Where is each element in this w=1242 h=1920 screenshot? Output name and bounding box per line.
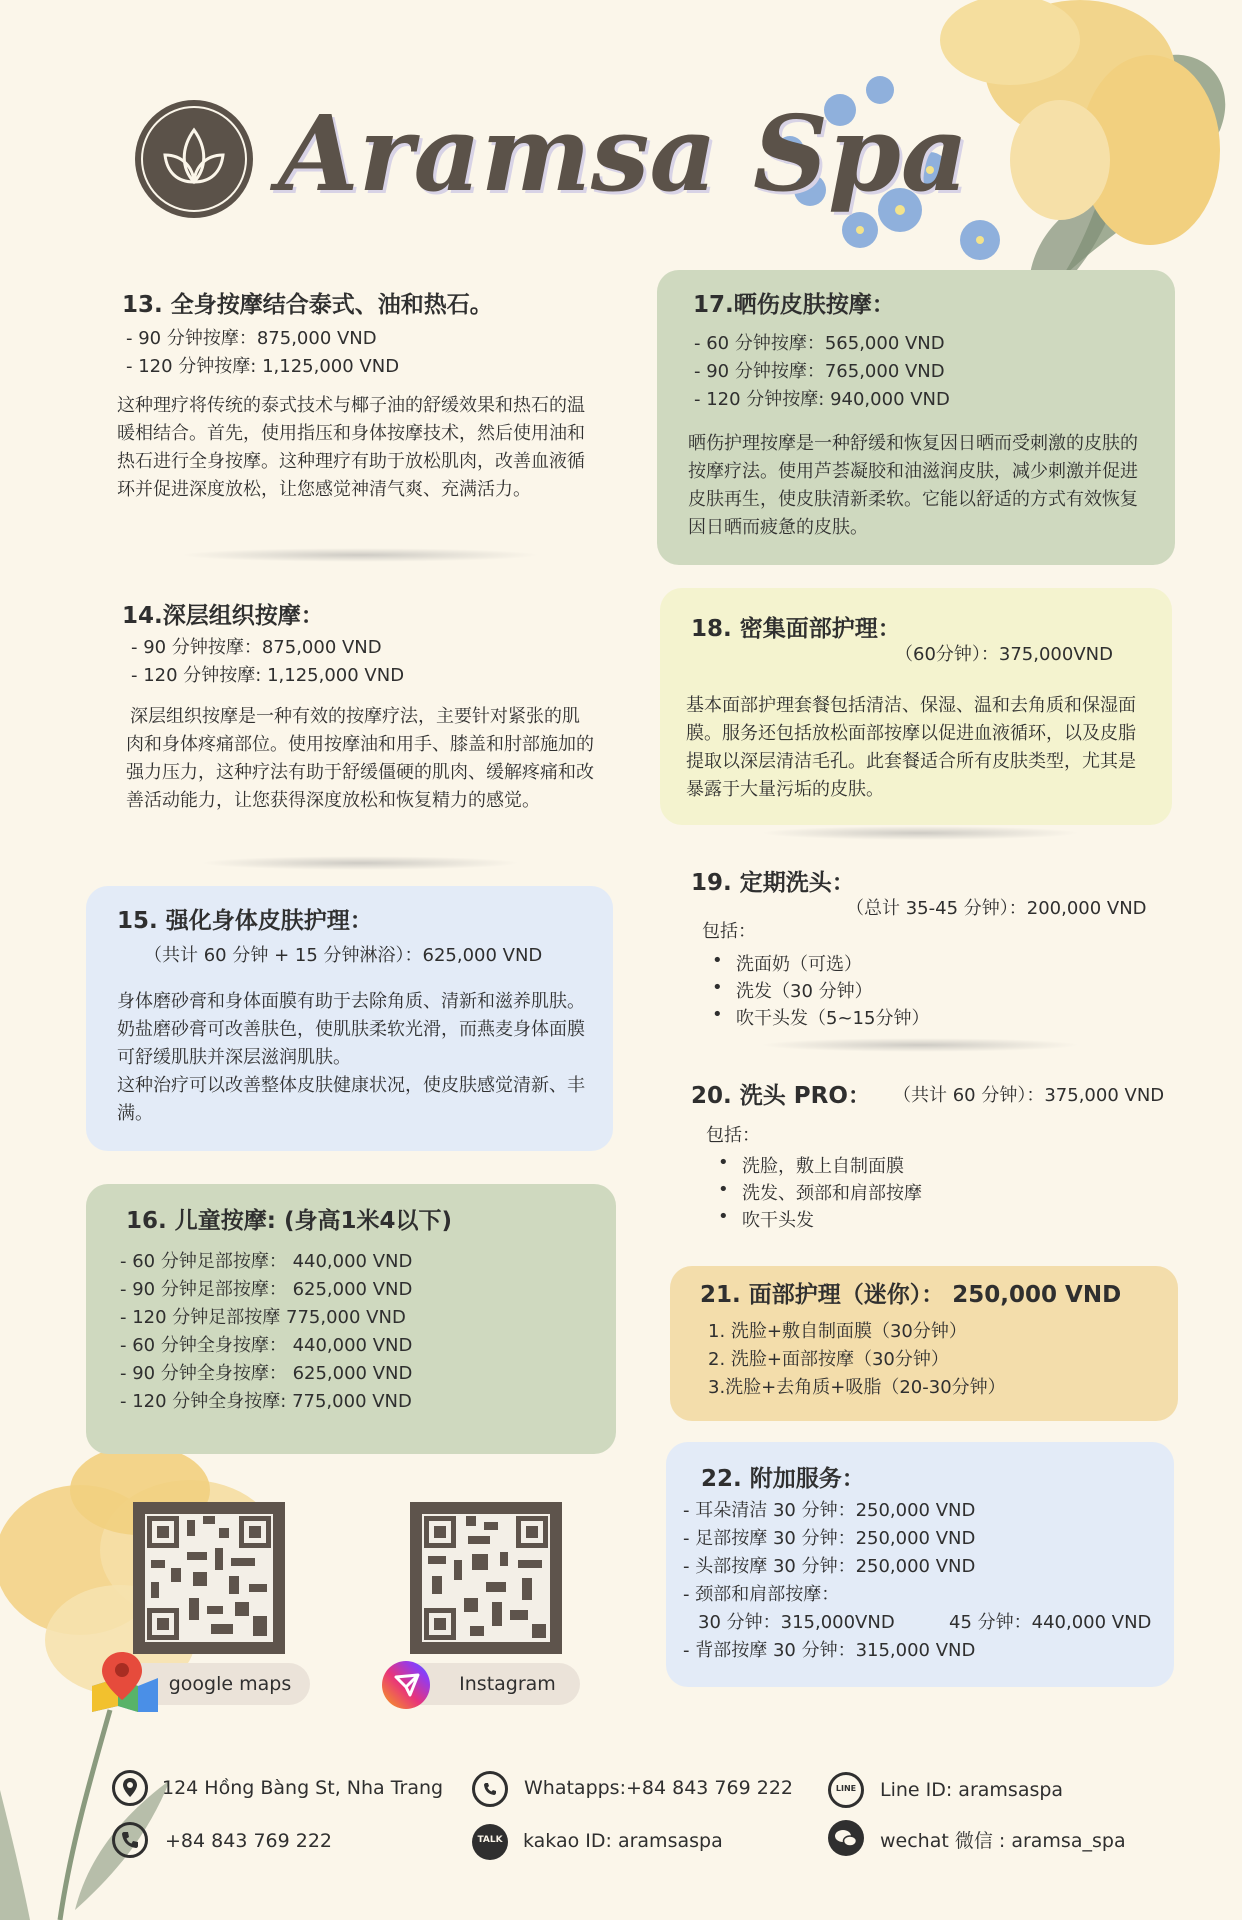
whatsapp[interactable]: Whatapps:+84 843 769 222 [524,1777,793,1799]
google-maps-label: google maps [168,1673,292,1695]
s22-back-massage: - 背部按摩 30 分钟：315,000 VND [683,1640,976,1661]
lotus-icon [135,100,253,218]
s20-includes-label: 包括： [706,1125,760,1146]
phone-icon [112,1822,148,1858]
s22-item: - 足部按摩 30 分钟：250,000 VND [683,1528,976,1549]
s17-price-90: - 90 分钟按摩：765,000 VND [694,361,945,382]
phone-number[interactable]: +84 843 769 222 [165,1830,333,1852]
s22-neck-30: 30 分钟：315,000VND [698,1612,895,1633]
s20-item: • 吹干头发 [742,1206,814,1232]
brand-title: Aramsa Spa [278,92,969,215]
instagram-qr-code[interactable] [410,1502,562,1654]
s16-item: - 90 分钟足部按摩： 625,000 VND [120,1279,413,1300]
s21-item: 1. 洗脸+敷自制面膜（30分钟） [708,1321,967,1342]
google-maps-qr-code[interactable] [133,1502,285,1654]
s14-title: 14.深层组织按摩： [122,603,324,629]
s22-neck-45: 45 分钟：440,000 VND [949,1612,1152,1633]
address: 124 Hồng Bàng St, Nha Trang [162,1777,444,1799]
instagram-label: Instagram [459,1673,556,1695]
s13-description: 这种理疗将传统的泰式技术与椰子油的舒缓效果和热石的温暖相结合。首先，使用指压和身体按摩技术，然后使用油和热石进行全身按摩。这种理疗有助于放松肌肉，改善血液循环并促进深度放松，让您感觉神清气爽、充满活力。 [117,395,585,500]
s21-item: 2. 洗脸+面部按摩（30分钟） [708,1349,949,1370]
s19-title: 19. 定期洗头： [691,870,855,896]
s14-description: 深层组织按摩是一种有效的按摩疗法，主要针对紧张的肌肉和身体疼痛部位。使用按摩油和用手、膝盖和肘部施加的强力压力，这种疗法有助于舒缓僵硬的肌肉、缓解疼痛和改善活动能力，让您获得深度放松和恢复精力的感觉。 [126,706,594,811]
s16-item: - 120 分钟足部按摩 775,000 VND [120,1307,406,1328]
kakao-talk-icon: TALK [472,1824,508,1860]
line-icon: LINE [828,1772,864,1808]
s15-description-2: 这种治疗可以改善整体皮肤健康状况，使皮肤感觉清新、丰满。 [117,1075,585,1124]
kakao-id[interactable]: kakao ID: aramsaspa [523,1830,723,1852]
map-pin-icon [88,1650,160,1714]
s16-title: 16. 儿童按摩: (身高1米4以下) [126,1208,452,1234]
logo [135,100,253,218]
s15-title: 15. 强化身体皮肤护理： [117,908,373,934]
s22-item: - 耳朵清洁 30 分钟：250,000 VND [683,1500,976,1521]
s13-title: 13. 全身按摩结合泰式、油和热石。 [122,292,493,318]
s19-includes-label: 包括： [702,921,756,942]
s21-title: 21. 面部护理（迷你）： 250,000 VND [700,1282,1122,1308]
s22-item: - 头部按摩 30 分钟：250,000 VND [683,1556,976,1577]
s18-price: （60分钟）：375,000VND [895,644,1113,665]
s19-item: • 吹干头发（5~15分钟） [736,1004,929,1030]
s16-item: - 60 分钟足部按摩： 440,000 VND [120,1251,413,1272]
s22-title: 22. 附加服务： [701,1466,865,1492]
s21-item: 3.洗脸+去角质+吸脂（20-30分钟） [708,1377,1006,1398]
s14-price-120: - 120 分钟按摩: 1,125,000 VND [131,665,405,686]
s18-title: 18. 密集面部护理： [691,616,901,642]
s15-description: 身体磨砂膏和身体面膜有助于去除角质、清新和滋养肌肤。奶盐磨砂膏可改善肤色，使肌肤柔软光滑，而燕麦身体面膜可舒缓肌肤并深层滋润肌肤。 [117,991,585,1068]
s19-divider [760,1038,1080,1052]
s16-item: - 120 分钟全身按摩: 775,000 VND [120,1391,412,1412]
wechat-icon [828,1820,864,1856]
s13-price-90: - 90 分钟按摩：875,000 VND [126,328,377,349]
s22-item: - 颈部和肩部按摩： [683,1584,840,1605]
s17-description: 晒伤护理按摩是一种舒缓和恢复因日晒而受刺激的皮肤的按摩疗法。使用芦荟凝胶和油滋润皮肤，减少刺激并促进皮肤再生，使皮肤清新柔软。它能以舒适的方式有效恢复因日晒而疲惫的皮肤。 [688,433,1138,538]
whatsapp-icon [472,1771,508,1807]
wechat-id[interactable]: wechat 微信 : aramsa_spa [880,1830,1126,1852]
s20-item: • 洗脸，敷上自制面膜 [742,1152,904,1178]
location-icon [112,1770,148,1806]
s14-price-90: - 90 分钟按摩：875,000 VND [131,637,382,658]
s17-title: 17.晒伤皮肤按摩： [693,292,895,318]
s20-title: 20. 洗头 PRO： [691,1083,871,1109]
s13-divider [180,548,540,562]
s19-price: （总计 35-45 分钟）：200,000 VND [846,898,1147,919]
s19-item: • 洗面奶（可选） [736,950,862,976]
s17-price-60: - 60 分钟按摩：565,000 VND [694,333,945,354]
s17-price-120: - 120 分钟按摩: 940,000 VND [694,389,950,410]
s16-item: - 90 分钟全身按摩： 625,000 VND [120,1363,413,1384]
s14-divider [200,856,520,870]
line-id[interactable]: Line ID: aramsaspa [880,1779,1064,1801]
s15-price: （共计 60 分钟 + 15 分钟淋浴）：625,000 VND [144,945,543,966]
s20-item: • 洗发、颈部和肩部按摩 [742,1179,922,1205]
s16-item: - 60 分钟全身按摩： 440,000 VND [120,1335,413,1356]
s20-price: （共计 60 分钟）：375,000 VND [893,1085,1165,1106]
instagram-icon [382,1661,430,1709]
s19-item: • 洗发（30 分钟） [736,977,873,1003]
s13-price-120: - 120 分钟按摩: 1,125,000 VND [126,356,400,377]
s18-description: 基本面部护理套餐包括清洁、保湿、温和去角质和保湿面膜。服务还包括放松面部按摩以促进血液循环，以及皮脂提取以深层清洁毛孔。此套餐适合所有皮肤类型，尤其是暴露于大量污垢的皮肤。 [686,695,1136,800]
s18-divider [760,826,1080,840]
